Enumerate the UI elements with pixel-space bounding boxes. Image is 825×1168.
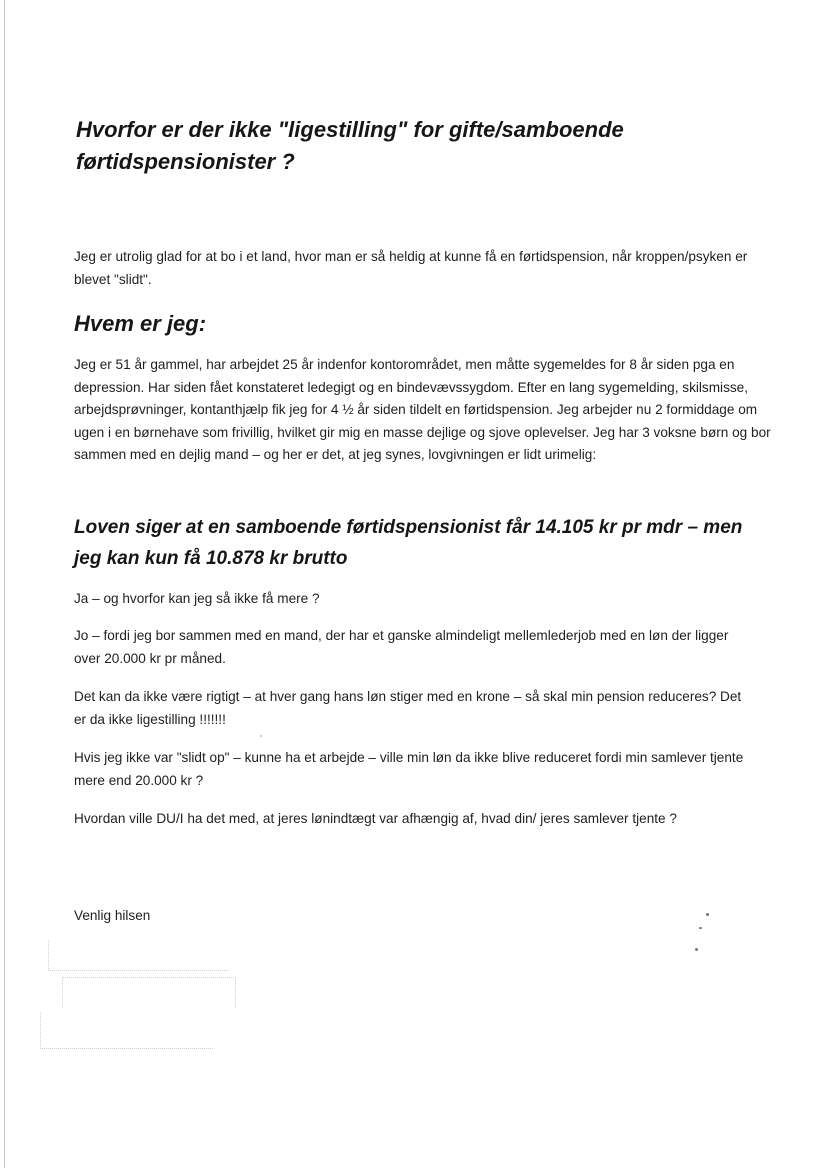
scan-speck (706, 913, 709, 916)
answer-paragraph: Jo – fordi jeg bor sammen med en mand, der har et ganske almindeligt mellemlederjob med en løn der ligger over 20.000 kr pr måned. (74, 628, 729, 666)
who-paragraph: Jeg er 51 år gammel, har arbejdet 25 år indenfor kontorområdet, men måtte sygemeldes for 8 år siden pga en depression. Har siden fået konstateret ledegigt og en bindevævssygdom. Efter en lang sygemelding, skilsmisse, arbejdsprøvninger, kontanthjælp fik jeg for 4 ½ år siden tildelt en førtidspension. Jeg arbejder nu 2 formiddage om ugen i en børnehave som frivillig, hvilket gir mig en masse dejlige og sjove oplevelser. Jeg har 3 voksne børn og bor sammen med en dejlig mand – og her er det, at jeg synes, lovgivningen er lidt urimelig: (74, 357, 771, 462)
hypothetical-paragraph: Hvis jeg ikke var "slidt op" – kunne ha et arbejde – ville min løn da ikke blive reduceret fordi min samlever tjente mere end 20.000 kr ? (74, 750, 744, 788)
document-title: Hvorfor er der ikke "ligestilling" for gifte/samboende førtidspensionister ? (76, 117, 624, 174)
rhetorical-question-paragraph: Hvordan ville DU/I ha det med, at jeres lønindtægt var afhængig af, hvad din/ jeres samlever tjente ? (74, 811, 677, 826)
section-heading-who: Hvem er jeg: (74, 311, 207, 336)
scan-speck (695, 948, 698, 951)
highlight-statement: Loven siger at en samboende førtidspensionist får 14.105 kr pr mdr – men jeg kan kun få 10.878 kr brutto (74, 517, 743, 569)
scan-speck (260, 735, 262, 737)
redacted-name-frame (62, 977, 236, 1008)
signoff: Venlig hilsen (74, 908, 151, 923)
intro-paragraph: Jeg er utrolig glad for at bo i et land, hvor man er så heldig at kunne få en førtidspension, når kroppen/psyken er blevet "slidt". (74, 249, 748, 287)
fairness-paragraph: Det kan da ikke være rigtigt – at hver gang hans løn stiger med en krone – så skal min pension reduceres? Det er da ikke ligestilling !!!!!!! (74, 689, 742, 727)
question-paragraph: Ja – og hvorfor kan jeg så ikke få mere ? (74, 591, 320, 606)
redacted-address-frame (40, 1012, 213, 1049)
scan-speck (699, 927, 702, 929)
page-edge (4, 0, 5, 1168)
redacted-signature-frame (48, 940, 229, 971)
